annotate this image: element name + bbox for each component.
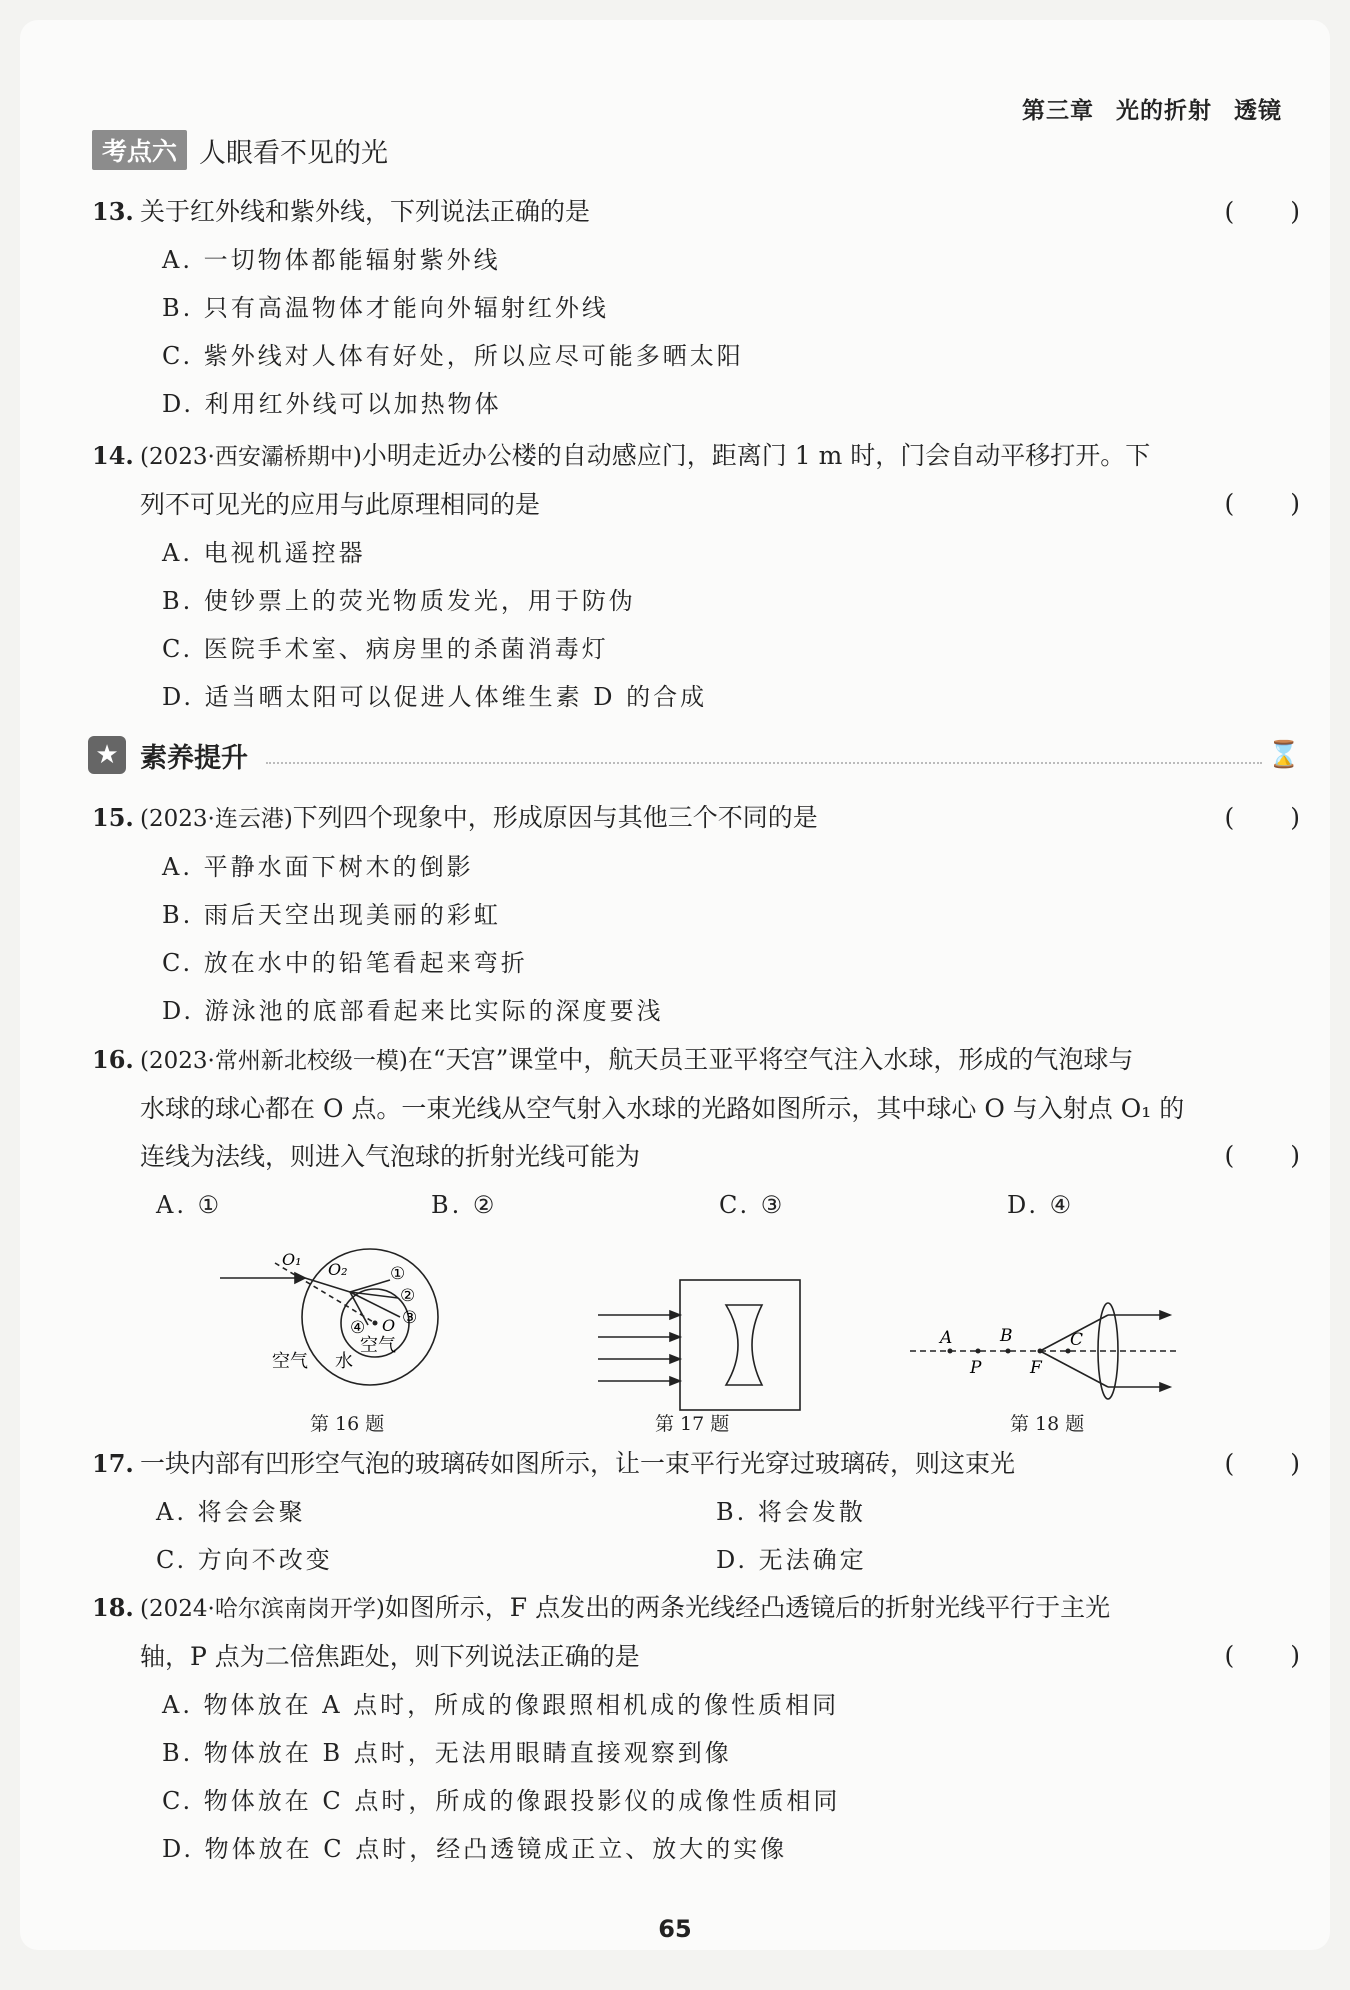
caption-16: 第 16 题 — [310, 1413, 385, 1435]
option-c: C. 方向不改变 — [156, 1546, 333, 1574]
question-number: 13. — [92, 197, 134, 226]
center-point-o — [373, 1321, 378, 1326]
figures-row — [250, 1245, 1200, 1435]
question-stem-line2: 列不可见光的应用与此原理相同的是 — [140, 490, 541, 519]
question-number: 18. — [92, 1593, 134, 1622]
label-p: P — [970, 1358, 982, 1378]
question-stem: 关于红外线和紫外线，下列说法正确的是 — [140, 197, 591, 226]
star-icon: ★ — [88, 736, 126, 774]
label-ray-4: ④ — [350, 1318, 366, 1338]
question-source: (2023·常州新北校级一模) — [140, 1048, 408, 1074]
hourglass-icon: ⌛ — [1267, 740, 1300, 770]
label-c: C — [1070, 1330, 1084, 1350]
question-13 — [92, 188, 1302, 428]
question-source: (2023·西安灞桥期中) — [140, 444, 362, 470]
option-c: C. ③ — [719, 1191, 786, 1219]
option-a: A. 电视机遥控器 — [162, 539, 366, 567]
caption-18: 第 18 题 — [1010, 1413, 1085, 1435]
caption-17: 第 17 题 — [655, 1413, 730, 1435]
concave-air-bubble — [726, 1305, 762, 1385]
question-stem: 一块内部有凹形空气泡的玻璃砖如图所示，让一束平行光穿过玻璃砖，则这束光 — [140, 1449, 1016, 1478]
option-a: A. ① — [156, 1191, 223, 1219]
question-stem: 下列四个现象中，形成原因与其他三个不同的是 — [292, 803, 818, 832]
option-b: B. 只有高温物体才能向外辐射红外线 — [162, 294, 609, 322]
option-c: C. 医院手术室、病房里的杀菌消毒灯 — [162, 635, 609, 663]
point-p — [976, 1349, 981, 1354]
arrowhead — [670, 1377, 680, 1385]
label-o: O — [382, 1316, 396, 1335]
question-stem-line1: 如图所示，F 点发出的两条光线经凸透镜后的折射光线平行于主光 — [384, 1593, 1111, 1622]
question-15 — [92, 794, 1302, 1035]
option-d: D. ④ — [1007, 1191, 1075, 1219]
question-source: (2024·哈尔滨南岗开学) — [140, 1596, 385, 1622]
option-b: B. ② — [431, 1191, 498, 1219]
label-b: B — [1000, 1326, 1013, 1346]
option-a: A. 一切物体都能辐射紫外线 — [162, 246, 501, 274]
figure-17 — [598, 1280, 800, 1410]
option-a: A. 物体放在 A 点时，所成的像跟照相机成的像性质相同 — [162, 1691, 840, 1719]
point-b — [1006, 1349, 1011, 1354]
label-o2: O₂ — [328, 1260, 348, 1279]
option-d: D. 游泳池的底部看起来比实际的深度要浅 — [162, 997, 664, 1025]
figure-16 — [250, 1245, 1200, 1405]
chapter-label: 第三章 — [1022, 98, 1094, 124]
question-number: 17. — [92, 1449, 134, 1478]
label-ray-1: ① — [390, 1264, 406, 1284]
question-18 — [92, 1584, 1302, 1873]
option-d: D. 无法确定 — [716, 1546, 867, 1574]
option-d: D. 利用红外线可以加热物体 — [162, 390, 502, 418]
options-row — [92, 1488, 1302, 1536]
label-o1: O₁ — [282, 1250, 302, 1269]
point-f — [1038, 1349, 1043, 1354]
option-b: B. 雨后天空出现美丽的彩虹 — [162, 901, 501, 929]
label-water: 水 — [335, 1351, 353, 1372]
answer-bracket: ( ) — [1224, 1449, 1302, 1478]
chapter-title-2: 透镜 — [1234, 98, 1282, 124]
question-number: 16. — [92, 1045, 134, 1074]
question-stem-line1: 小明走近办公楼的自动感应门，距离门 1 m 时，门会自动平移打开。下 — [361, 441, 1151, 470]
question-16 — [92, 1036, 1302, 1229]
section-title: 人眼看不见的光 — [199, 137, 389, 169]
question-source: (2023·连云港) — [140, 806, 293, 832]
answer-bracket: ( ) — [1224, 197, 1302, 226]
question-14 — [92, 432, 1302, 721]
section-tag: 考点六 — [92, 130, 187, 170]
section-divider — [266, 762, 1262, 764]
option-d: D. 物体放在 C 点时，经凸透镜成正立、放大的实像 — [162, 1835, 788, 1863]
arrowhead — [670, 1355, 680, 1363]
options-row — [92, 1181, 1302, 1229]
question-stem-line3: 连线为法线，则进入气泡球的折射光线可能为 — [140, 1142, 641, 1171]
option-a: A. 平静水面下树木的倒影 — [162, 853, 474, 881]
option-b: B. 物体放在 B 点时，无法用眼睛直接观察到像 — [162, 1739, 732, 1767]
options-row — [92, 1536, 1302, 1584]
option-c: C. 放在水中的铅笔看起来弯折 — [162, 949, 528, 977]
glass-brick — [680, 1280, 800, 1410]
answer-bracket: ( ) — [1224, 1141, 1302, 1170]
label-air-inner: 空气 — [360, 1335, 396, 1356]
label-ray-3: ③ — [402, 1308, 418, 1328]
section-heading-suyang — [88, 732, 1300, 778]
running-header — [1000, 92, 1282, 125]
option-b: B. 将会发散 — [716, 1498, 866, 1526]
label-ray-2: ② — [400, 1286, 416, 1306]
section-title: 素养提升 — [140, 742, 248, 774]
point-a — [948, 1349, 953, 1354]
option-d: D. 适当晒太阳可以促进人体维生素 D 的合成 — [162, 683, 708, 711]
label-f: F — [1030, 1358, 1042, 1378]
answer-bracket: ( ) — [1224, 489, 1302, 518]
option-a: A. 将会会聚 — [156, 1498, 306, 1526]
water-ball-outline — [302, 1249, 438, 1385]
answer-bracket: ( ) — [1224, 803, 1302, 832]
question-stem-line2: 水球的球心都在 O 点。一束光线从空气射入水球的光路如图所示，其中球心 O 与入射点 O₁ 的 — [140, 1094, 1185, 1123]
page-number: 65 — [658, 1915, 692, 1943]
arrowhead — [670, 1333, 680, 1341]
chapter-title-1: 光的折射 — [1116, 98, 1212, 124]
page — [20, 20, 1330, 1950]
option-c: C. 紫外线对人体有好处，所以应尽可能多晒太阳 — [162, 342, 744, 370]
question-17 — [92, 1440, 1302, 1584]
arrowhead — [1160, 1311, 1170, 1319]
label-a: A — [940, 1328, 953, 1348]
option-b: B. 使钞票上的荧光物质发光，用于防伪 — [162, 587, 636, 615]
option-c: C. 物体放在 C 点时，所成的像跟投影仪的成像性质相同 — [162, 1787, 841, 1815]
question-number: 15. — [92, 803, 134, 832]
question-stem-line1: 在“天宫”课堂中，航天员王亚平将空气注入水球，形成的气泡球与 — [407, 1045, 1134, 1074]
refracted-ray — [305, 1278, 350, 1292]
label-air-outer: 空气 — [272, 1351, 308, 1372]
arrowhead — [670, 1311, 680, 1319]
section-heading-kaodian — [92, 130, 388, 170]
question-stem-line2: 轴，P 点为二倍焦距处，则下列说法正确的是 — [140, 1642, 640, 1671]
question-number: 14. — [92, 441, 134, 470]
answer-bracket: ( ) — [1224, 1641, 1302, 1670]
arrowhead — [1160, 1383, 1170, 1391]
